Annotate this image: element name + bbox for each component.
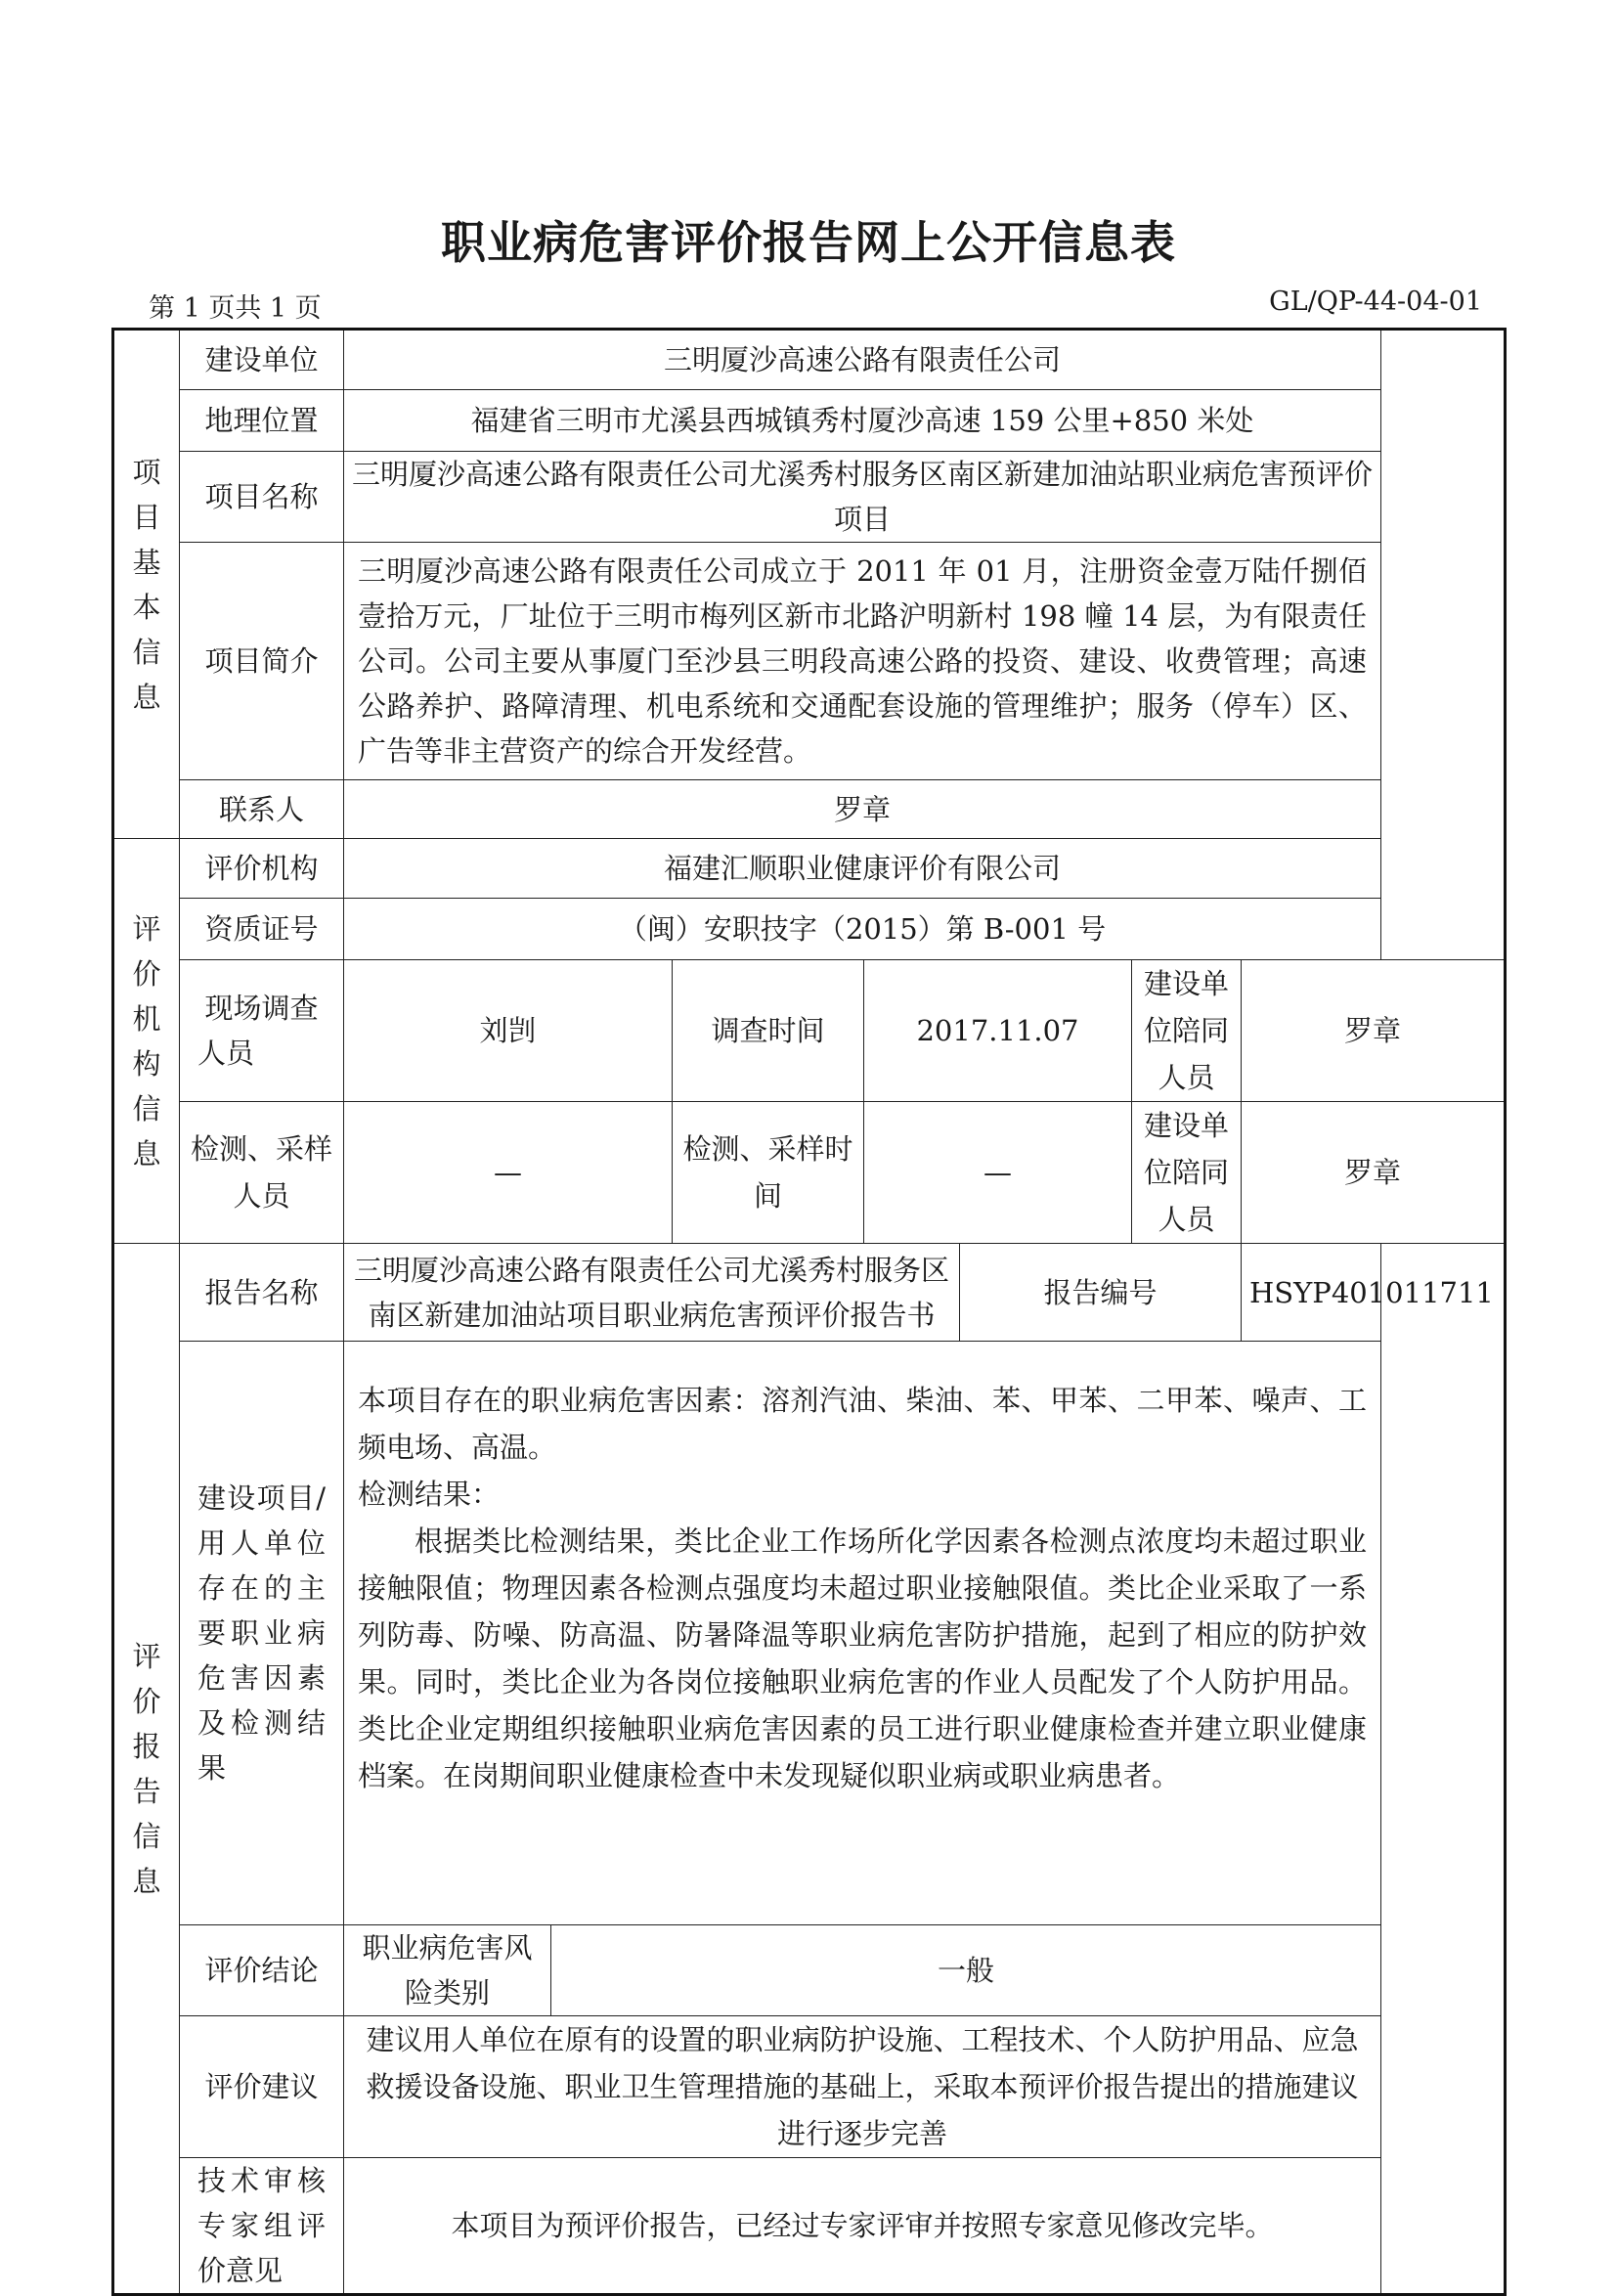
project-name-value: 三明厦沙高速公路有限责任公司尤溪秀村服务区南区新建加油站职业病危害预评价项目 bbox=[344, 452, 1381, 543]
hazard-result-title: 检测结果： bbox=[358, 1478, 501, 1511]
survey-staff-value: 刘剀 bbox=[344, 960, 673, 1102]
table-row bbox=[113, 899, 1506, 960]
field-label: 检测、采样人员 bbox=[180, 1102, 344, 1244]
hazard-factors-text: 本项目存在的职业病危害因素：溶剂汽油、柴油、苯、甲苯、二甲苯、噪声、工频电场、高温。 bbox=[358, 1384, 1368, 1464]
evaluation-org-value: 福建汇顺职业健康评价有限公司 bbox=[344, 839, 1381, 899]
accompany-staff-value: 罗章 bbox=[1242, 960, 1506, 1102]
table-row bbox=[113, 960, 1506, 1102]
accompany-staff-value: 罗章 bbox=[1242, 1102, 1506, 1244]
field-label: 项目简介 bbox=[180, 543, 344, 780]
advice-value: 建议用人单位在原有的设置的职业病防护设施、工程技术、个人防护用品、应急救援设备设施、职业卫生管理措施的基础上，采取本预评价报告提出的措施建议进行逐步完善 bbox=[344, 2016, 1381, 2158]
table-row bbox=[113, 2158, 1506, 2295]
field-label: 建设单位陪同人员 bbox=[1132, 1102, 1242, 1244]
field-label: 现场调查人员 bbox=[180, 960, 344, 1102]
construction-unit-value: 三明厦沙高速公路有限责任公司 bbox=[344, 330, 1381, 390]
table-row bbox=[113, 2016, 1506, 2158]
hazard-detail bbox=[344, 1342, 1381, 1925]
field-label: 检测、采样时间 bbox=[673, 1102, 864, 1244]
section-header-report-info: 评价报告信息 bbox=[113, 1244, 180, 2295]
cert-no-value: （闽）安职技字（2015）第 B-001 号 bbox=[344, 899, 1381, 960]
page-number: 第 1 页共 1 页 bbox=[149, 293, 322, 324]
info-table bbox=[111, 328, 1507, 2296]
table-row bbox=[113, 780, 1506, 839]
table-row bbox=[113, 839, 1506, 899]
sampling-time-value: — bbox=[864, 1102, 1132, 1244]
field-label: 调查时间 bbox=[673, 960, 864, 1102]
table-row bbox=[113, 452, 1506, 543]
field-label: 评价机构 bbox=[180, 839, 344, 899]
document-code: GL/QP-44-04-01 bbox=[1269, 287, 1482, 317]
hazard-result-text: 根据类比检测结果，类比企业工作场所化学因素各检测点浓度均未超过职业接触限值；物理因素各检测点强度均未超过职业接触限值。类比企业采取了一系列防毒、防噪、防高温、防暑降温等职业病危害防护措施，起到了相应的防护效果。同时，类比企业为各岗位接触职业病危害的作业人员配发了个人防护用品。类比企业定期组织接触职业病危害因素的员工进行职业健康检查并建立职业健康档案。在岗期间职业健康检查中未发现疑似职业病或职业病患者。 bbox=[358, 1524, 1368, 1792]
field-label: 项目名称 bbox=[180, 452, 344, 543]
risk-category-value: 一般 bbox=[551, 1925, 1381, 2016]
table-row bbox=[113, 390, 1506, 452]
sampling-staff-value: — bbox=[344, 1102, 673, 1244]
report-no-value: HSYP401011711 bbox=[1242, 1244, 1381, 1342]
table-row bbox=[113, 543, 1506, 780]
field-label: 建设项目/用人单位存在的主要职业病危害因素及检测结果 bbox=[180, 1342, 344, 1925]
field-label: 报告名称 bbox=[180, 1244, 344, 1342]
report-name-value: 三明厦沙高速公路有限责任公司尤溪秀村服务区南区新建加油站项目职业病危害预评价报告书 bbox=[344, 1244, 960, 1342]
field-label: 建设单位陪同人员 bbox=[1132, 960, 1242, 1102]
field-label: 联系人 bbox=[180, 780, 344, 839]
field-label: 技术审核专家组评价意见 bbox=[180, 2158, 344, 2295]
field-label: 评价建议 bbox=[180, 2016, 344, 2158]
expert-review-value: 本项目为预评价报告，已经过专家评审并按照专家意见修改完毕。 bbox=[344, 2158, 1381, 2295]
survey-time-value: 2017.11.07 bbox=[864, 960, 1132, 1102]
section-header-project-info: 项目基本信息 bbox=[113, 330, 180, 839]
contact-value: 罗章 bbox=[344, 780, 1381, 839]
page-title: 职业病危害评价报告网上公开信息表 bbox=[441, 216, 1176, 269]
field-label: 地理位置 bbox=[180, 390, 344, 452]
section-header-org-info: 评价机构信息 bbox=[113, 839, 180, 1244]
table-row bbox=[113, 330, 1506, 390]
risk-category-label: 职业病危害风险类别 bbox=[344, 1925, 551, 2016]
field-label: 报告编号 bbox=[960, 1244, 1242, 1342]
table-row bbox=[113, 1244, 1506, 1342]
project-intro-value: 三明厦沙高速公路有限责任公司成立于 2011 年 01 月，注册资金壹万陆仟捌佰壹拾万元，厂址位于三明市梅列区新市北路沪明新村 198 幢 14 层，为有限责任公司。公司主要从事厦门至沙县三明段高速公路的投资、建设、收费管理；高速公路养护、路障清理、机电系统和交通配套设施的管理维护；服务（停车）区、广告等非主营资产的综合开发经营。 bbox=[344, 543, 1381, 780]
field-label: 评价结论 bbox=[180, 1925, 344, 2016]
table-row bbox=[113, 1102, 1506, 1244]
field-label: 建设单位 bbox=[180, 330, 344, 390]
table-row bbox=[113, 1925, 1506, 2016]
location-value: 福建省三明市尤溪县西城镇秀村厦沙高速 159 公里+850 米处 bbox=[344, 390, 1381, 452]
table-row bbox=[113, 1342, 1506, 1925]
field-label: 资质证号 bbox=[180, 899, 344, 960]
